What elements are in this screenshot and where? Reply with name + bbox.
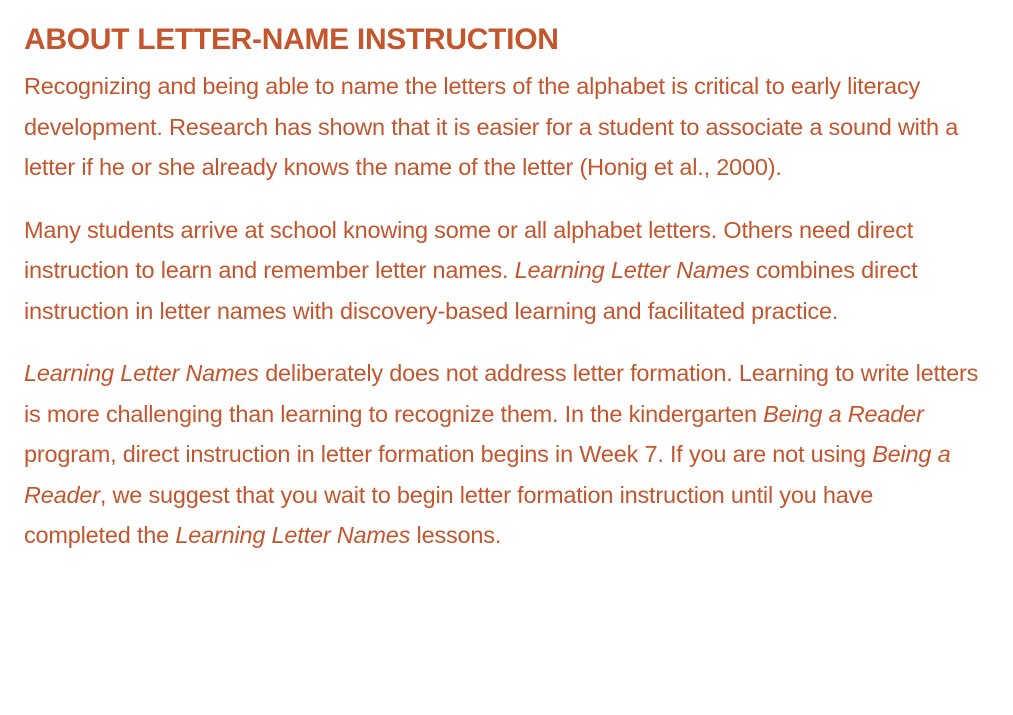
section-heading: ABOUT LETTER-NAME INSTRUCTION (24, 23, 559, 56)
program-title-italic: Learning Letter Names (175, 522, 411, 548)
program-title-italic: Learning Letter Names (514, 257, 750, 283)
paragraph-text: Many students arrive at school knowing some or all alphabet letters. Others need direct instruction to learn and remember letter names. (24, 216, 914, 283)
paragraph-text: , we suggest that you wait to begin letter formation instruction until you have completed the (24, 481, 874, 548)
paragraph-text: Recognizing and being able to name the letters of the alphabet is critical to early literacy development. Research has shown that it is easier for a student to associate a sound with a letter if he or she already knows the name of the letter (Honig et al., 2000). (24, 73, 959, 180)
document-page (24, 18, 979, 578)
program-title-italic: Being a Reader (24, 441, 951, 508)
paragraph-text: deliberately does not address letter formation. Learning to write letters is more challenging than learning to recognize them. In the kindergarten (24, 360, 979, 427)
program-title-italic: Learning Letter Names (24, 360, 259, 386)
paragraph-intro (24, 66, 979, 188)
paragraph-text: lessons. (410, 522, 502, 548)
paragraph-letter-formation (24, 353, 979, 556)
paragraph-text: program, direct instruction in letter formation begins in Week 7. If you are not using (24, 441, 873, 467)
paragraph-students (24, 210, 979, 332)
program-title-italic: Being a Reader (763, 400, 924, 427)
paragraph-text: combines direct instruction in letter names with discovery-based learning and facilitated practice. (24, 257, 918, 324)
